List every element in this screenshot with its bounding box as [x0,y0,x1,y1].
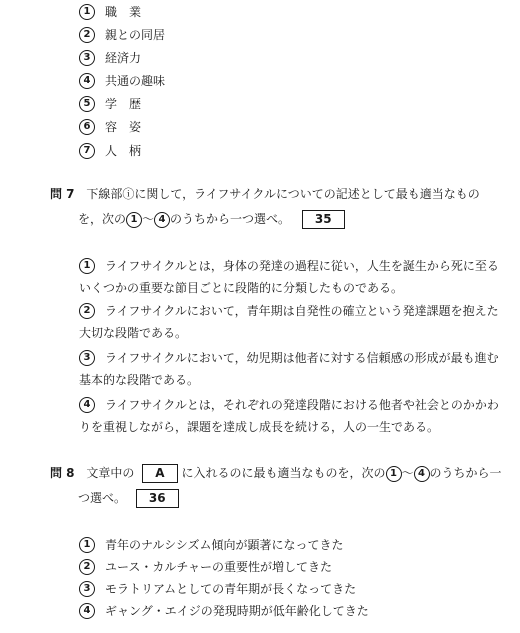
option-number-circle: 4 [79,603,95,619]
option-number-circle: 2 [79,27,95,43]
question-7-line-2 [78,210,345,229]
option-number-circle: 1 [79,537,95,553]
question-text: のうちから一 [429,466,502,480]
option-text: ギャング・エイジの発現時期が低年齢化してきた [105,604,369,618]
question-7-line-1 [50,186,480,202]
q7-option-3[interactable] [79,350,499,390]
option-number-circle: 1 [79,4,95,20]
option-text: 親との同居 [105,28,166,42]
range-end-circle: 4 [154,212,170,228]
question-label: 問 8 [50,466,75,480]
option-number-circle: 1 [79,258,95,274]
option-number-circle: 7 [79,143,95,159]
option-number-circle: 3 [79,50,95,66]
option-text: 共通の趣味 [105,74,166,88]
range-separator: 〜 [142,212,155,226]
range-start-circle: 1 [126,212,142,228]
option-text: 学 歴 [105,97,142,111]
option-text-line-1: ライフサイクルとは，身体の発達の過程に従い，人生を誕生から死に至る [105,259,499,273]
option-number-circle: 5 [79,96,95,112]
question-text: つ選べ。 [78,491,127,505]
option-text: 人 柄 [105,144,142,158]
option-number-circle: 4 [79,397,95,413]
question-label: 問 7 [50,187,75,201]
answer-box[interactable]: 36 [136,489,179,508]
option-text-line-2: りを重視しながら，課題を達成し成長を続ける，人の一生である。 [79,420,440,434]
question-8-line-1 [50,464,502,483]
option-number-circle: 6 [79,119,95,135]
range-end-circle: 4 [414,466,430,482]
option-text: モラトリアムとしての青年期が長くなってきた [105,582,357,596]
question-text: 文章中の [86,466,135,480]
option-text-line-1: ライフサイクルにおいて，青年期は自発性の確立という発達課題を抱えた [105,304,499,318]
option-text: ユース・カルチャーの重要性が増してきた [105,560,333,574]
question-text: に入れるのに最も適当なものを，次の [181,466,386,480]
option-text-line-1: ライフサイクルとは，それぞれの発達段階における他者や社会とのかかわ [105,398,499,412]
question-8-line-2 [78,489,179,508]
option-text: 職 業 [105,5,142,19]
option-text-line-2: 基本的な段階である。 [79,373,200,387]
option-number-circle: 2 [79,303,95,319]
option-text-line-2: いくつかの重要な節目ごとに段階的に分類したものである。 [79,281,404,295]
option-text-line-2: 大切な段階である。 [79,326,188,340]
q7-option-2[interactable] [79,303,499,343]
option-text: 青年のナルシシズム傾向が顕著になってきた [105,538,344,552]
option-text: 容 姿 [105,120,142,134]
range-start-circle: 1 [386,466,402,482]
option-number-circle: 3 [79,350,95,366]
q7-option-1[interactable] [79,258,499,298]
range-separator: 〜 [401,466,414,480]
blank-box-a[interactable]: A [142,464,177,483]
question-text: を，次の [78,212,127,226]
option-text: 経済力 [105,51,142,65]
option-number-circle: 2 [79,559,95,575]
option-number-circle: 3 [79,581,95,597]
question-text: 下線部ⓘに関して，ライフサイクルについての記述として最も適当なもの [86,187,480,201]
question-text: のうちから一つ選べ。 [170,212,291,226]
q7-option-4[interactable] [79,397,499,437]
option-number-circle: 4 [79,73,95,89]
answer-box[interactable]: 35 [302,210,345,229]
option-text-line-1: ライフサイクルにおいて，幼児期は他者に対する信頼感の形成が最も進む [105,351,499,365]
